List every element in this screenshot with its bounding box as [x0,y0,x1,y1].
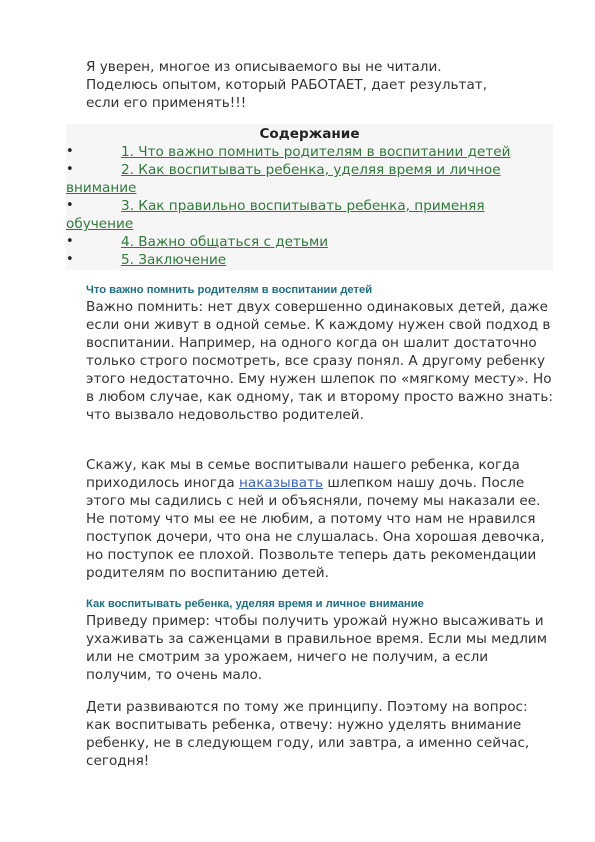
para2-text-start: Скажу, как мы в семье воспитывали нашего ребенка, когда приходилось иногда [86,457,520,491]
toc-link-3[interactable]: 3. Как правильно воспитывать ребенка, применяя обучение [66,198,485,232]
toc-item-4 [66,233,553,251]
section-heading-2: Как воспитывать ребенка, уделяя время и личное внимание [86,598,424,610]
punish-link[interactable]: наказывать [239,475,323,491]
intro-line-3: если его применять!!! [86,95,247,111]
bullet-icon: • [66,162,74,177]
section-heading-1: Что важно помнить родителям в воспитании детей [86,284,373,296]
intro-paragraph [86,58,556,112]
section1-paragraph-2 [86,456,556,582]
bullet-icon: • [66,198,74,213]
toc-link-5[interactable]: 5. Заключение [121,252,227,268]
toc-item-1 [66,143,553,161]
toc-title: Содержание [259,126,360,142]
section2-paragraph-2: Дети развиваются по тому же принципу. Поэтому на вопрос: как воспитывать ребенка, отвечу: нужно уделять внимание ребенку, не в следующем году, или завтра, а именно сейчас, сегодня! [86,699,530,769]
bullet-icon: • [66,144,74,159]
bullet-icon: • [66,234,74,249]
toc-item-2 [66,161,553,197]
toc-item-5 [66,251,553,269]
section1-paragraph-1: Важно помнить: нет двух совершенно одинаковых детей, даже если они живут в одной семье. К каждому нужен свой подход в воспитании. Например, на одного когда он шалит достаточно только строго посмотреть, все сразу понял. А другому ребенку этого недостаточно. Ему нужен шлепок по «мягкому месту». Но в любом случае, как одному, так и второму просто важно знать: что вызвало недовольство родителей. [86,299,553,423]
intro-line-1: Я уверен, многое из описываемого вы не читали. [86,59,442,75]
toc-link-4[interactable]: 4. Важно общаться с детьми [121,234,329,250]
toc-list [66,143,553,269]
section2-paragraph-1: Приведу пример: чтобы получить урожай нужно высаживать и ухаживать за саженцами в правильное время. Если мы медлим или не смотрим за урожаем, ничего не получим, а если получим, то очень мало. [86,613,547,683]
bullet-icon: • [66,252,74,267]
intro-line-2: Поделюсь опытом, который РАБОТАЕТ, дает результат, [86,77,488,93]
toc-link-1[interactable]: 1. Что важно помнить родителям в воспитании детей [121,144,511,160]
toc-link-2[interactable]: 2. Как воспитывать ребенка, уделяя время и личное внимание [66,162,501,196]
table-of-contents [66,124,553,270]
toc-item-3 [66,197,553,233]
para2-text-end: шлепком нашу дочь. После этого мы садились с ней и объясняли, почему мы наказали ее. Не потому что мы ее не любим, а потому что нам не нравился поступок дочери, что она не слушалась. Она хорошая девочка, но поступок ее плохой. Позвольте теперь дать рекомендации родителям по воспитанию детей. [86,475,545,581]
